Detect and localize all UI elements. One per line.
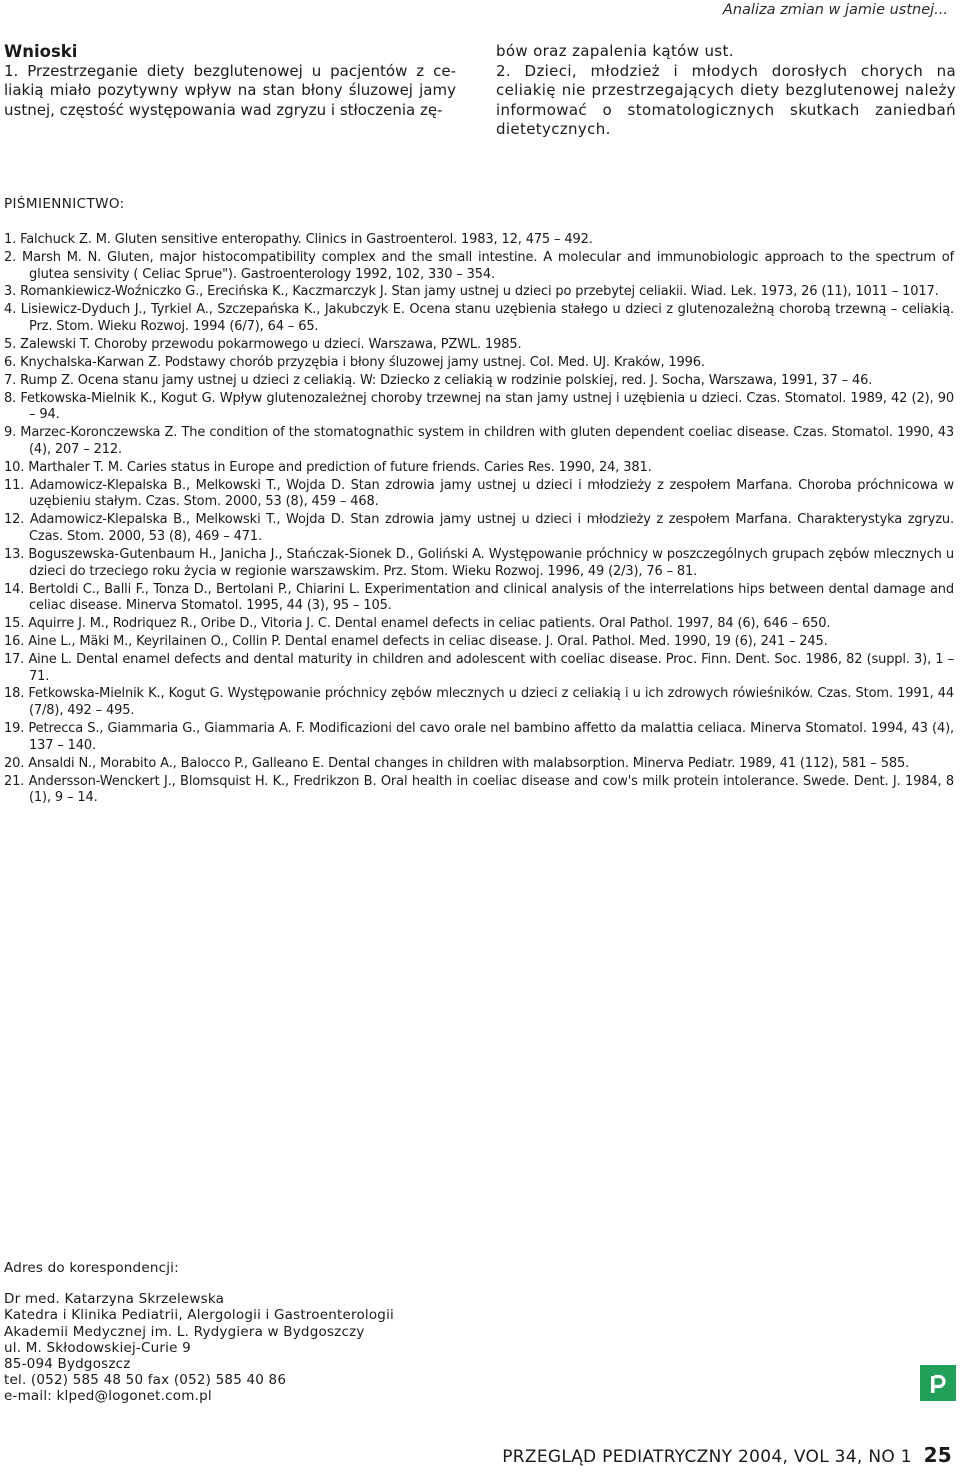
- reference-item: 17. Aine L. Dental enamel defects and dental maturity in children and adolescent with coeliac disease. Proc. Finn. Dent. Soc. 1986, 82 (suppl. 3), 1 – 71.: [4, 651, 954, 684]
- address-name: Dr med. Katarzyna Skrzelewska: [4, 1291, 225, 1308]
- reference-item: 21. Andersson-Wenckert J., Blomsquist H. K., Fredrikzon B. Oral health in coeliac disease and cow's milk protein intolerance. Swede. Dent. J. 1984, 8 (1), 9 – 14.: [4, 773, 954, 806]
- publisher-p-logo-icon: [920, 1365, 956, 1401]
- journal-citation: PRZEGLĄD PEDIATRYCZNY 2004, VOL 34, NO 1: [502, 1447, 912, 1467]
- reference-item: 11. Adamowicz-Klepalska B., Melkowski T., Wojda D. Stan zdrowia jamy ustnej u dzieci i młodzieży z zespołem Marfana. Choroba próchnicowa w uzębieniu stałym. Czas. Stom. 2000, 53 (8), 459 – 468.: [4, 477, 954, 510]
- reference-item: 4. Lisiewicz-Dyduch J., Tyrkiel A., Szczepańska K., Jakubczyk E. Ocena stanu uzębienia stałego u dzieci z glutenozależną chorobą trzewną – celiakią. Prz. Stom. Wieku Rozwoj. 1994 (6/7), 64 – 65.: [4, 302, 954, 335]
- reference-item: 12. Adamowicz-Klepalska B., Melkowski T., Wojda D. Stan zdrowia jamy ustnej u dzieci i młodzieży z zespołem Marfana. Charakterystyka zgryzu. Czas. Stom. 2000, 53 (8), 469 – 471.: [4, 512, 954, 545]
- reference-item: 2. Marsh M. N. Gluten, major histocompatibility complex and the small intestine. A molecular and immunobiologic approach to the spectrum of glutea sensivity ( Celiac Sprue"). Gastroenterology 1992, 102, 330 – 354.: [4, 249, 954, 282]
- reference-item: 20. Ansaldi N., Morabito A., Balocco P., Galleano E. Dental changes in children with malabsorption. Minerva Pediatr. 1989, 41 (112), 581 – 585.: [4, 755, 910, 771]
- page-number: 25: [923, 1443, 952, 1467]
- address-city: 85-094 Bydgoszcz: [4, 1356, 131, 1373]
- correspondence-label: Adres do korespondencji:: [4, 1260, 179, 1276]
- address-phone-fax: tel. (052) 585 48 50 fax (052) 585 40 86: [4, 1372, 287, 1389]
- conclusion-item-2: 2. Dzieci, młodzież i młodych dorosłych chorych na celiakię nie przestrzegających diety bezglutenowej należy informować o stomatologicznych skutkach zaniedbań dietetycznych.: [496, 61, 956, 139]
- reference-item: 8. Fetkowska-Mielnik K., Kogut G. Wpływ glutenozależnej choroby trzewnej na stan jamy ustnej i uzębienia u dzieci. Czas. Stomatol. 1989, 42 (2), 90 – 94.: [4, 390, 954, 423]
- reference-item: 16. Aine L., Mäki M., Keyrilainen O., Collin P. Dental enamel defects in celiac disease. J. Oral. Pathol. Med. 1990, 19 (6), 241 – 245.: [4, 633, 828, 649]
- reference-item: 3. Romankiewicz-Woźniczko G., Erecińska K., Kaczmarczyk J. Stan jamy ustnej u dzieci po przebytej celiakii. Wiad. Lek. 1973, 26 (11), 1011 – 1017.: [4, 284, 939, 300]
- reference-item: 15. Aquirre J. M., Rodriquez R., Oribe D., Vitoria J. C. Dental enamel defects in celiac patients. Oral Pathol. 1997, 84 (6), 646 – 650.: [4, 616, 831, 632]
- reference-item: 19. Petrecca S., Giammaria G., Giammaria A. F. Modificazioni del cavo orale nel bambino affetto da malattia celiaca. Minerva Stomatol. 1994, 43 (4), 137 – 140.: [4, 721, 954, 753]
- running-header: Analiza zmian w jamie ustnej...: [722, 2, 948, 18]
- reference-item: 13. Boguszewska-Gutenbaum H., Janicha J., Stańczak-Sionek D., Goliński A. Występowanie próchnicy w poszczególnych grupach zębów mlecznych u dzieci do trzeciego roku życia w regionie warszawskim. Prz. Stom. Wieku Rozwoj. 1996, 49 (2/3), 76 – 81.: [4, 546, 954, 579]
- page-footer: [502, 1443, 952, 1467]
- conclusion-item-1-continued: bów oraz zapalenia kątów ust.: [496, 42, 734, 60]
- reference-item: 1. Falchuck Z. M. Gluten sensitive enteropathy. Clinics in Gastroenterol. 1983, 12, 475 – 492.: [4, 232, 593, 247]
- address-department: Katedra i Klinika Pediatrii, Alergologii i Gastroenterologii: [4, 1307, 394, 1324]
- conclusion-item-1: 1. Przestrzeganie diety bezglutenowej u pacjentów z ce- liakią miało pozytywny wpływ na stan błony śluzowej jamy ustnej, częstość występowania wad zgryzu i stłoczenia zę-: [4, 61, 456, 119]
- reference-item: 7. Rump Z. Ocena stanu jamy ustnej u dzieci z celiakią. W: Dziecko z celiakią w rodzinie polskiej, red. J. Socha, Warszawa, 1991, 37 – 46.: [4, 372, 873, 388]
- conclusions-left-column: [4, 42, 456, 120]
- reference-list: [4, 232, 954, 808]
- address-institution: Akademii Medycznej im. L. Rydygiera w Bydgoszczy: [4, 1323, 365, 1340]
- correspondence-address: [4, 1260, 394, 1405]
- address-email: e-mail: klped@logonet.com.pl: [4, 1388, 212, 1405]
- reference-item: 10. Marthaler T. M. Caries status in Europe and prediction of future friends. Caries Res. 1990, 24, 381.: [4, 459, 652, 475]
- address-street: ul. M. Skłodowskiej-Curie 9: [4, 1339, 191, 1356]
- reference-item: 9. Marzec-Koronczewska Z. The condition of the stomatognathic system in children with gluten dependent coeliac disease. Czas. Stomatol. 1990, 43 (4), 207 – 212.: [4, 425, 954, 457]
- references-heading: PIŚMIENNICTWO:: [4, 196, 125, 212]
- reference-item: 18. Fetkowska-Mielnik K., Kogut G. Występowanie próchnicy zębów mlecznych u dzieci z celiakią i u ich zdrowych rówieśników. Czas. Stom. 1991, 44 (7/8), 492 – 495.: [4, 686, 954, 719]
- reference-item: 14. Bertoldi C., Balli F., Tonza D., Bertolani P., Chiarini L. Experimentation and clinical analysis of the interrelations hips between dental damage and celiac disease. Minerva Stomatol. 1995, 44 (3), 95 – 105.: [4, 581, 954, 614]
- conclusions-heading: Wnioski: [4, 42, 78, 61]
- reference-item: 5. Zalewski T. Choroby przewodu pokarmowego u dzieci. Warszawa, PZWL. 1985.: [4, 336, 522, 352]
- reference-item: 6. Knychalska-Karwan Z. Podstawy chorób przyzębia i błony śluzowej jamy ustnej. Col. Med. UJ. Kraków, 1996.: [4, 354, 705, 370]
- conclusions-right-column: [496, 42, 956, 140]
